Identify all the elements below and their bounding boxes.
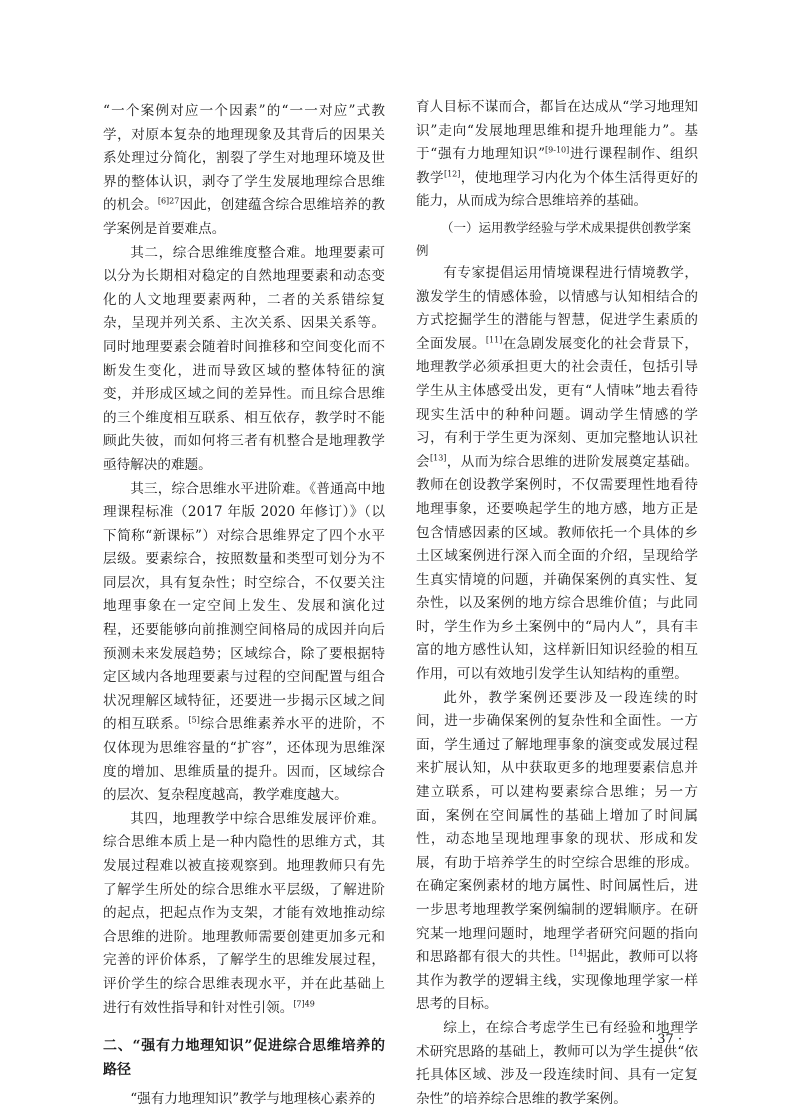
citation-ref: [7]49 xyxy=(293,999,315,1009)
text-run: “强有力地理知识”教学与地理核心素养的 xyxy=(130,1091,376,1108)
section-heading: 二、“强有力地理知识”促进综合思维培养的路径 xyxy=(103,1038,385,1079)
citation-ref: [11] xyxy=(485,335,503,345)
subsection-heading: （一）运用教学经验与学术成果提供创教学案例 xyxy=(416,219,692,258)
text-run: 综合思维素养水平的进阶，不仅体现为思维容量的“扩容”，还体现为思维深度的增加、思维质量的提升。因而，区域综合的层次、复杂程度越高，教学难度越大。 xyxy=(103,716,386,804)
paragraph xyxy=(103,100,385,242)
citation-ref: [6]27 xyxy=(157,196,180,206)
text-run: 因此，创建蕴含综合思维培养的教学案例是首要难点。 xyxy=(103,197,386,237)
text-run: 综上，在综合考虑学生已有经验和地理学术研究思路的基础上，教师可以为学生提供“依托具体区域、涉及一段连续时间、具有一定复杂性”的培养综合思维的教学案例。 xyxy=(416,1019,698,1107)
citation-ref: [14] xyxy=(569,948,587,958)
left-column xyxy=(103,100,385,1112)
right-column xyxy=(416,96,698,1111)
text-run: 此外，教学案例还要涉及一段连续的时间，进一步确保案例的复杂性和全面性。一方面，学生通过了解地理事象的演变或发展过程来扩展认知，从中获取更多的地理要素信息并建立联系，可以建构要素综合思维；另一方面，案例在空间属性的基础上增加了时间属性，动态地呈现地理事象的现状、形成和发展，有助于培养学生的时空综合思维的形成。在确定案例素材的地方属性、时间属性后，进一步思考地理教学案例编制的逻辑顺序。在研究某一地理问题时，地理学者研究问题的指向和思路都有很大的共性。 xyxy=(416,689,698,966)
citation-ref: [12] xyxy=(443,169,461,179)
text-run: 在急剧发展变化的社会背景下，地理教学必须承担更大的社会责任，包括引导学生从主体感受出发，更有“人情味”地去看待现实生活中的种种问题。调动学生情感的学习，有利于学生更为深刻、更加完整地认识社会 xyxy=(416,335,699,470)
paragraph xyxy=(416,262,698,687)
text-run: ，从而为综合思维的进阶发展奠定基础。教师在创设教学案例时，不仅需要理性地看待地理事象，还要唤起学生的地方感，地方正是包含情感因素的区域。教师依托一个具体的乡土区域案例进行深入而全面的介绍，呈现给学生真实情境的问题，并确保案例的真实性、复杂性，以及案例的地方综合思维价值；与此同时，学生作为乡土案例中的“局内人”，具有丰富的地方感性认知，这样新旧知识经验的相互作用，可以有效地引发学生认知结构的重塑。 xyxy=(416,453,699,683)
citation-ref: [13] xyxy=(429,453,447,463)
paragraph xyxy=(103,478,385,808)
paragraph xyxy=(416,96,698,214)
paragraph xyxy=(416,687,698,1017)
citation-ref: [5] xyxy=(188,715,200,725)
page-number: · 37 · xyxy=(649,1032,683,1047)
text-run: 其四，地理教学中综合思维发展评价难。综合思维本质上是一种内隐性的思维方式，其发展过程难以被直接观察到。地理教师只有先了解学生所处的综合思维水平层级，了解进阶的起点，把起点作为支架，才能有效地推动综合思维的进阶。地理教师需要创建更加多元和完善的评价体系，了解学生的思维发展过程，评价学生的综合思维表现水平，并在此基础上进行有效性指导和针对性引领。 xyxy=(103,810,385,1016)
text-run: 育人目标不谋而合，都旨在达成从“学习地理知识”走向“发展地理思维和提升地理能力”。基于“强有力地理知识” xyxy=(416,99,698,163)
citation-ref: [9-10] xyxy=(545,145,570,155)
text-run: 其二，综合思维维度整合难。地理要素可以分为长期相对稳定的自然地理要素和动态变化的人文地理要素两种，二者的关系错综复杂，呈现并列关系、主次关系、因果关系等。同时地理要素会随着时间推移和空间变化而不断发生变化，进而导致区域的整体特征的演变，并形成区域之间的差异性。而且综合思维的三个维度相互联系、相互依存，教学时不能顾此失彼，而如何将三者有机整合是地理教学亟待解决的难题。 xyxy=(103,244,385,473)
text-run: 据此，教师可以将其作为教学的逻辑主线，实现像地理学家一样思考的目标。 xyxy=(416,949,699,1013)
text-run: 进行课程制作、组织教学 xyxy=(416,146,698,186)
text-run: 其三，综合思维水平进阶难。《普通高中地理课程标准（2017 年版 2020 年修订）》（以下简称“新课标”）对综合思维界定了四个水平层级。要素综合，按照数量和类型可划分为不同层次，具有复杂性；时空综合，不仅要关注地理事象在一定空间上发生、发展和演化过程，还要能够向前推测空间格局的成因并向后预测未来发展趋势；区域综合，除了要根据特定区域内各地理要素与过程的空间配置与组合状况理解区域特征，还要进一步揭示区域之间的相互联系。 xyxy=(103,480,385,733)
paragraph xyxy=(103,808,385,1020)
text-run: “一个案例对应一个因素”的“一一对应”式教学，对原本复杂的地理现象及其背后的因果关系处理过分简化，割裂了学生对地理环境及世界的整体认识，剥夺了学生发展地理综合思维的机会。 xyxy=(103,103,385,214)
text-run: ，使地理学习内化为个体生活得更好的能力，从而成为综合思维培养的基础。 xyxy=(416,169,699,210)
text-run: 有专家提倡运用情境课程进行情境教学，激发学生的情感体验，以情感与认知相结合的方式挖掘学生的潜能与智慧，促进学生素质的全面发展。 xyxy=(416,264,698,352)
paragraph xyxy=(103,242,385,478)
paragraph xyxy=(103,1088,385,1112)
